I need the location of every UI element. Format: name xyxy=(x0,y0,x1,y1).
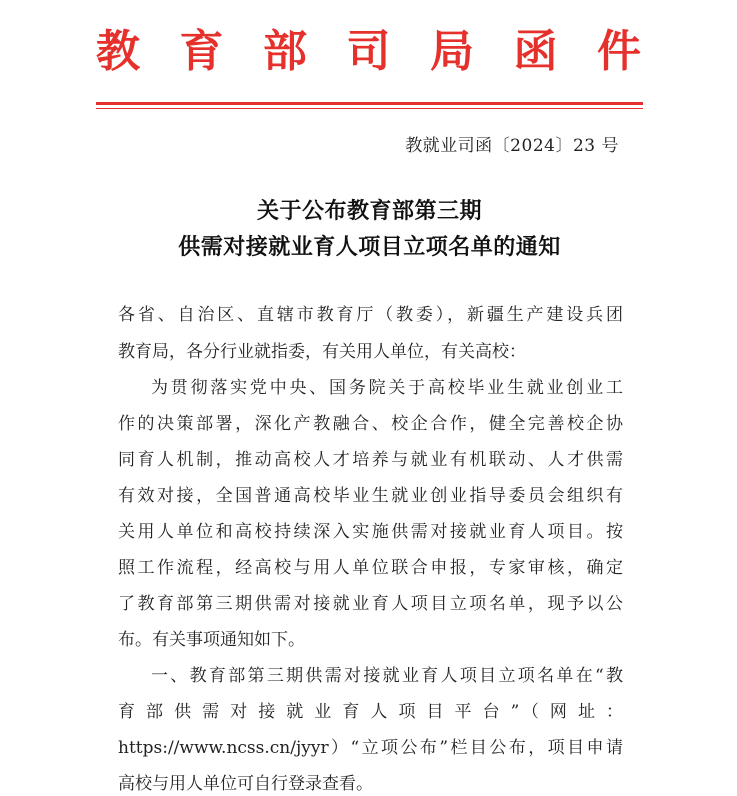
body-line: 了教育部第三期供需对接就业育人项目立项名单，现予以公 xyxy=(118,594,623,614)
letterhead-divider-thin xyxy=(96,108,643,109)
letterhead-char: 司 xyxy=(346,26,391,77)
body-line: 各省、自治区、直辖市教育厅（教委），新疆生产建设兵团 xyxy=(118,305,623,325)
letterhead-divider-thick xyxy=(96,102,643,105)
document-number: 教就业司函〔2024〕23 号 xyxy=(405,136,619,156)
letterhead-char: 局 xyxy=(430,26,474,77)
document-title-line-1: 关于公布教育部第三期 xyxy=(256,198,482,224)
letterhead-char: 育 xyxy=(179,26,224,77)
body-line-url: https://www.ncss.cn/jyyr）“立项公布”栏目公布，项目申请 xyxy=(118,738,623,758)
document-title-line-2: 供需对接就业育人项目立项名单的通知 xyxy=(178,234,561,260)
letterhead-char: 部 xyxy=(263,26,307,77)
body-line: 教育局，各分行业就指委，有关用人单位，有关高校： xyxy=(118,342,526,362)
body-line: 有效对接，全国普通高校毕业生就业创业指导委员会组织有 xyxy=(118,486,623,506)
letterhead-char: 件 xyxy=(597,26,641,77)
letterhead-char: 教 xyxy=(96,26,140,77)
body-line: 关用人单位和高校持续深入实施供需对接就业育人项目。按 xyxy=(118,522,623,542)
body-line: 高校与用人单位可自行登录查看。 xyxy=(118,774,373,794)
body-line: 照工作流程，经高校与用人单位联合申报，专家审核，确定 xyxy=(118,558,623,578)
body-line: 为贯彻落实党中央、国务院关于高校毕业生就业创业工 xyxy=(151,378,623,398)
body-line: 一、教育部第三期供需对接就业育人项目立项名单在“教 xyxy=(151,666,623,686)
body-line: 同育人机制，推动高校人才培养与就业有机联动、人才供需 xyxy=(118,450,623,470)
body-line: 布。有关事项通知如下。 xyxy=(118,630,305,650)
letterhead-char: 函 xyxy=(513,26,558,77)
body-line: 作的决策部署，深化产教融合、校企合作，健全完善校企协 xyxy=(118,414,623,434)
letterhead xyxy=(96,22,641,82)
body-line: 育部供需对接就业育人项目平台”（网址： xyxy=(118,702,623,722)
